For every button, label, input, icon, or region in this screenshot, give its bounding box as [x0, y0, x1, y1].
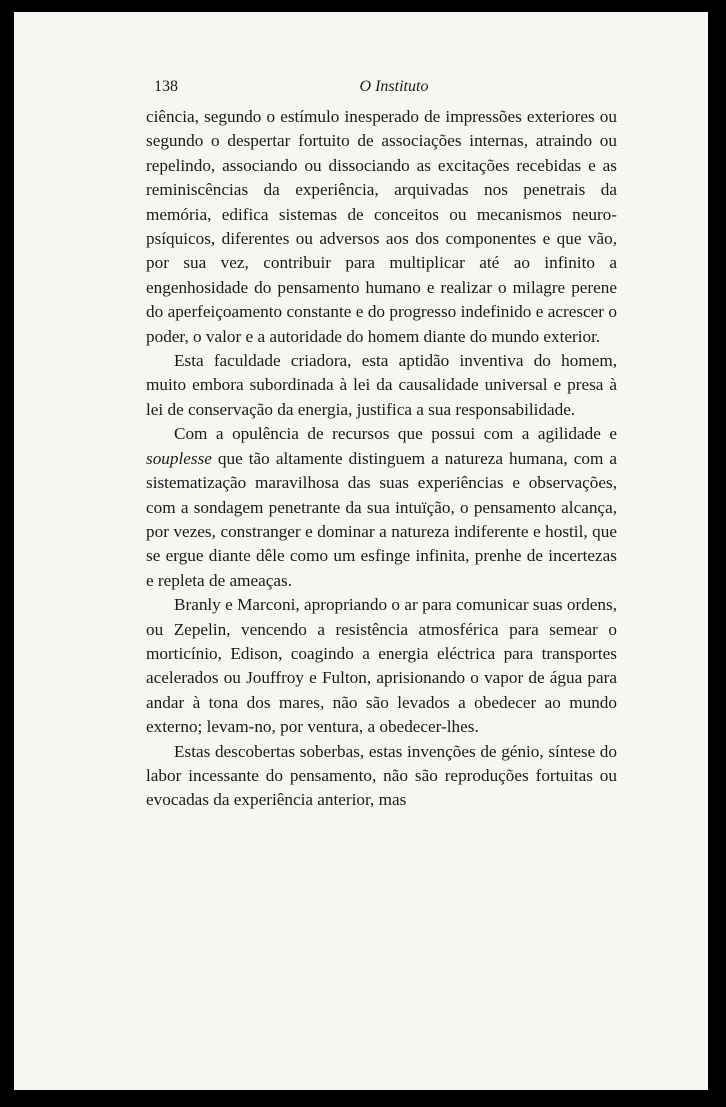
paragraph-3-text-b: que tão altamente distinguem a natureza humana, com a sistematização maravilhosa das suas experiências e observações, com a sondagem penetrante da sua intuïção, o pensamento alcança, por vezes, constranger e dominar a natureza indiferente e hostil, que se ergue diante dêle como um esfinge infinita, prenhe de incertezas e repleta de ameaças. — [146, 448, 617, 590]
paragraph-3 — [146, 422, 617, 593]
paragraph-4: Branly e Marconi, apropriando o ar para comunicar suas ordens, ou Zepelin, vencendo a resistência atmosférica para semear o morticínio, Edison, coagindo a energia eléctrica para transportes acelerados ou Jouffroy e Fulton, aprisionando o vapor de água para andar à tona dos mares, não são levados a obedecer ao mundo externo; levam-no, por ventura, a obedecer-lhes. — [146, 595, 617, 737]
paragraph-2: Esta faculdade criadora, esta aptidão inventiva do homem, muito embora subordinada à lei da causalidade universal e presa à lei de conservação da energia, justifica a sua responsabilidade. — [146, 351, 617, 419]
page-number: 138 — [154, 78, 178, 95]
paragraph-5: Estas descobertas soberbas, estas invenções de génio, síntese do labor incessante do pensamento, não são reproduções fortuitas ou evocadas da experiência anterior, mas — [146, 741, 617, 810]
italic-word: souplesse — [146, 448, 212, 468]
page-header — [154, 78, 594, 102]
paragraph-3-text-a: Com a opulência de recursos que possui com a agilidade e — [174, 424, 617, 444]
running-title: O Instituto — [359, 78, 429, 95]
body-text — [146, 105, 617, 813]
paragraph-1: ciência, segundo o estímulo inesperado de impressões exteriores ou segundo o despertar fortuito de associações internas, atraindo ou repelindo, associando ou dissociando as excitações recebidas e as reminiscências da experiência, arquivadas nos penetrais da memória, edifica sistemas de conceitos ou mecanismos neuro-psíquicos, diferentes ou adversos aos dos componentes e que vão, por sua vez, contribuir para multiplicar até ao infinito a engenhosidade do pensamento humano e realizar o milagre perene do aperfeiçoamento constante e do progresso indefinido e acrescer o poder, o valor e a autoridade do homem diante do mundo exterior. — [146, 107, 617, 346]
